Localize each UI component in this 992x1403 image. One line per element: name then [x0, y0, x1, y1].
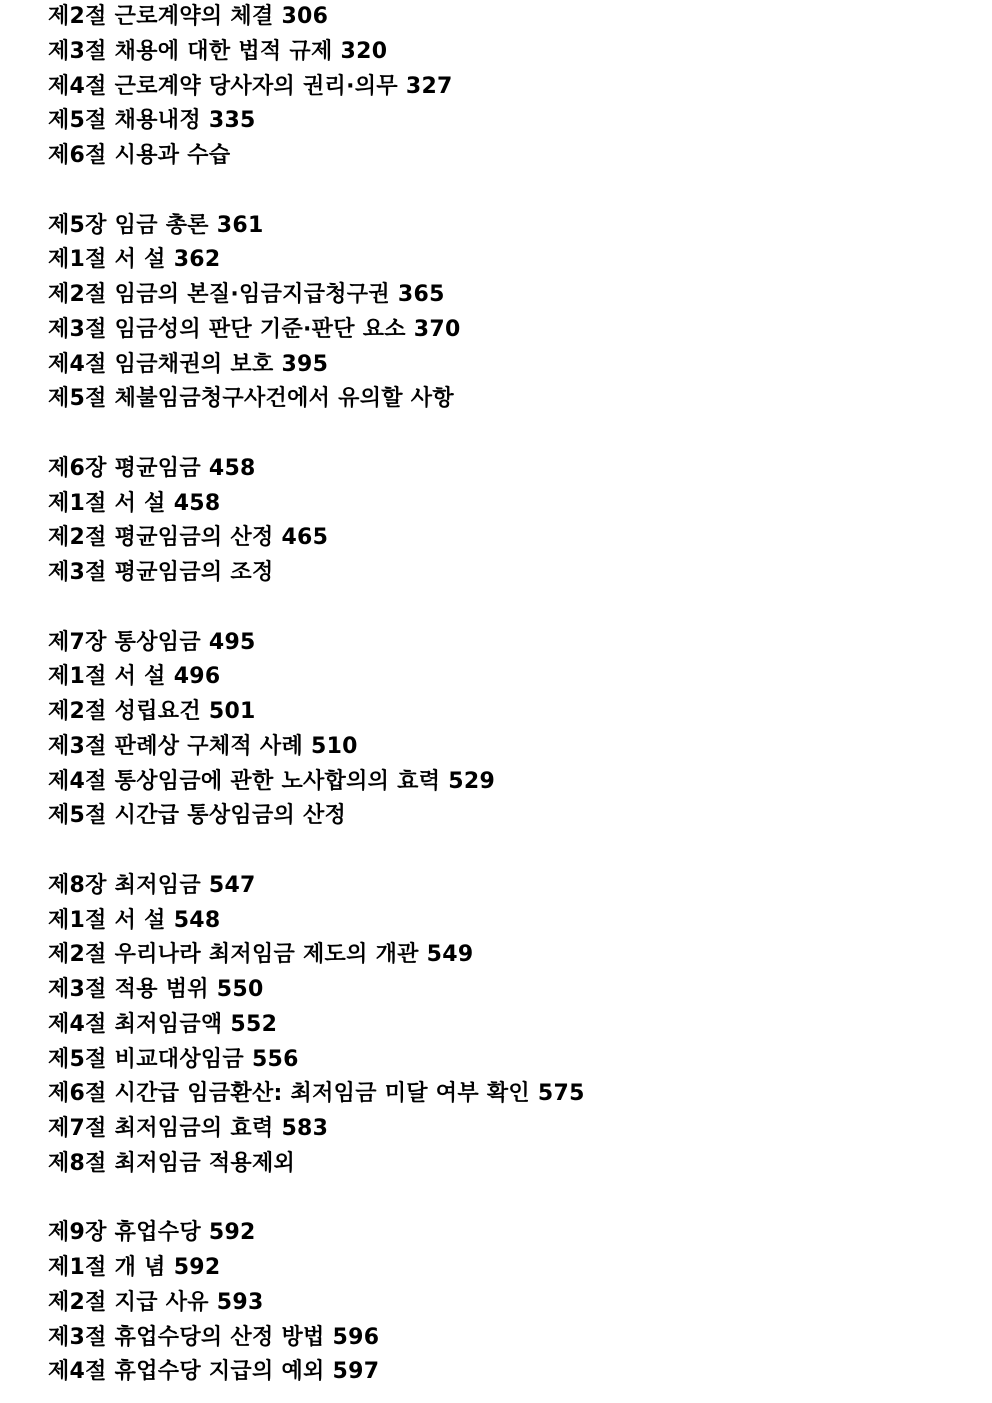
toc-entry: 제5절 시간급 통상임금의 산정: [48, 803, 347, 829]
section-gap: [48, 417, 968, 452]
section-gap: [48, 834, 968, 869]
toc-entry: 제5절 비교대상임금 556: [48, 1046, 299, 1072]
section-gap: [48, 591, 968, 626]
section-gap: [48, 174, 968, 209]
toc-entry: 제5절 체불임금청구사건에서 유의할 사항: [48, 386, 454, 412]
toc-entry: 제1절 서 설 496: [48, 664, 221, 690]
toc-entry: 제3절 채용에 대한 법적 규제 320: [48, 38, 388, 64]
chapter-heading: 제6장 평균임금 458: [48, 455, 256, 481]
toc-entry: 제3절 임금성의 판단 기준·판단 요소 370: [48, 316, 461, 342]
toc-entry: 제4절 휴업수당 지급의 예외 597: [48, 1359, 380, 1385]
toc-entry: 제2절 평균임금의 산정 465: [48, 525, 329, 551]
toc-entry: 제6절 시용과 수습: [48, 143, 231, 168]
toc-entry: 제3절 판례상 구체적 사례 510: [48, 733, 358, 759]
toc-entry: 제2절 성립요건 501: [48, 699, 256, 724]
toc-entry: 제1절 서 설 548: [48, 907, 221, 933]
section-gap: [48, 1182, 968, 1217]
toc-entry: 제8절 최저임금 적용제외: [48, 1150, 296, 1176]
toc-entry: 제2절 우리나라 최저임금 제도의 개관 549: [48, 942, 474, 968]
toc-entry: 제6절 시간급 임금환산: 최저임금 미달 여부 확인 575: [48, 1081, 585, 1107]
toc-entry: 제1절 개 념 592: [48, 1255, 221, 1280]
toc-entry: 제1절 서 설 458: [48, 490, 221, 516]
toc-entry: 제4절 통상임금에 관한 노사합의의 효력 529: [48, 768, 496, 794]
toc-entry: 제7절 최저임금의 효력 583: [48, 1116, 329, 1141]
toc-entry: 제5절 채용내정 335: [48, 108, 256, 134]
chapter-heading: 제9장 휴업수당 592: [48, 1220, 256, 1246]
toc-entry: 제2절 임금의 본질·임금지급청구권 365: [48, 282, 445, 307]
chapter-heading: 제8장 최저임금 547: [48, 872, 256, 898]
toc-entry: 제3절 평균임금의 조정: [48, 560, 274, 585]
chapter-heading: 제7장 통상임금 495: [48, 629, 256, 655]
toc-entry: 제1절 서 설 362: [48, 247, 221, 273]
toc-entry: 제2절 근로계약의 체결 306: [48, 4, 329, 29]
table-of-contents: [48, 0, 968, 1390]
toc-entry: 제3절 휴업수당의 산정 방법 596: [48, 1324, 380, 1350]
toc-entry: 제2절 지급 사유 593: [48, 1289, 264, 1315]
toc-entry: 제4절 최저임금액 552: [48, 1011, 278, 1037]
toc-entry: 제3절 적용 범위 550: [48, 977, 264, 1002]
chapter-heading: 제5장 임금 총론 361: [48, 212, 264, 238]
toc-entry: 제4절 근로계약 당사자의 권리·의무 327: [48, 73, 453, 99]
toc-entry: 제4절 임금채권의 보호 395: [48, 351, 329, 377]
